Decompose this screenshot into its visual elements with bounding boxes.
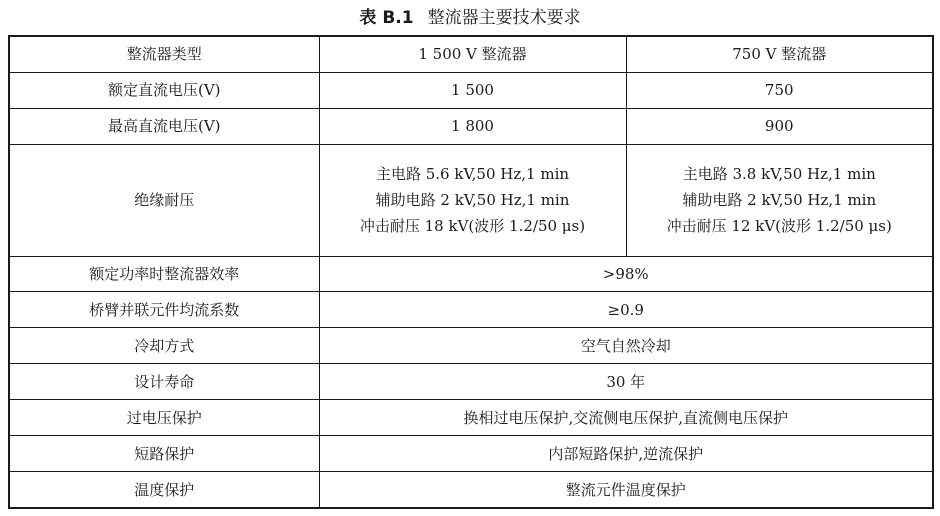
row-label: 绝缘耐压 <box>9 144 319 256</box>
row-label: 设计寿命 <box>9 364 319 400</box>
row-label: 冷却方式 <box>9 328 319 364</box>
cell-value-merged: 内部短路保护,逆流保护 <box>319 436 933 472</box>
row-label: 过电压保护 <box>9 400 319 436</box>
cell-line: 辅助电路 2 kV,50 Hz,1 min <box>375 191 570 210</box>
cell-value: 750 <box>626 72 933 108</box>
cell-value-merged: >98% <box>319 256 933 292</box>
table-row <box>9 364 933 400</box>
row-label: 最高直流电压(V) <box>9 108 319 144</box>
cell-line: 冲击耐压 18 kV(波形 1.2/50 μs) <box>359 217 586 236</box>
row-label: 额定直流电压(V) <box>9 72 319 108</box>
cell-value-multiline <box>319 144 626 256</box>
cell-line: 主电路 3.8 kV,50 Hz,1 min <box>682 165 876 184</box>
cell-value-merged: 换相过电压保护,交流侧电压保护,直流侧电压保护 <box>319 400 933 436</box>
table-row <box>9 72 933 108</box>
cell-value: 900 <box>626 108 933 144</box>
cell-value-merged: 30 年 <box>319 364 933 400</box>
table-row <box>9 144 933 256</box>
table-row <box>9 436 933 472</box>
rectifier-spec-table <box>8 35 934 509</box>
table-caption <box>0 4 940 32</box>
table-number: 表 B.1 <box>359 8 414 28</box>
header-cell-1500v: 1 500 V 整流器 <box>319 36 626 72</box>
table-row-header <box>9 36 933 72</box>
row-label: 额定功率时整流器效率 <box>9 256 319 292</box>
header-cell-750v: 750 V 整流器 <box>626 36 933 72</box>
table-title: 整流器主要技术要求 <box>427 8 581 28</box>
cell-line: 辅助电路 2 kV,50 Hz,1 min <box>682 191 877 210</box>
table-row <box>9 328 933 364</box>
table-row <box>9 400 933 436</box>
cell-line: 冲击耐压 12 kV(波形 1.2/50 μs) <box>666 217 892 236</box>
table-row <box>9 256 933 292</box>
cell-line: 主电路 5.6 kV,50 Hz,1 min <box>375 165 570 184</box>
table-row <box>9 108 933 144</box>
cell-value: 1 800 <box>319 108 626 144</box>
table-row <box>9 292 933 328</box>
header-cell-type: 整流器类型 <box>9 36 319 72</box>
table-row <box>9 472 933 509</box>
cell-value-merged: 空气自然冷却 <box>319 328 933 364</box>
cell-value-multiline <box>626 144 933 256</box>
row-label: 桥臂并联元件均流系数 <box>9 292 319 328</box>
cell-value-merged: 整流元件温度保护 <box>319 472 933 509</box>
cell-value: 1 500 <box>319 72 626 108</box>
cell-value-merged: ≥0.9 <box>319 292 933 328</box>
row-label: 短路保护 <box>9 436 319 472</box>
row-label: 温度保护 <box>9 472 319 509</box>
